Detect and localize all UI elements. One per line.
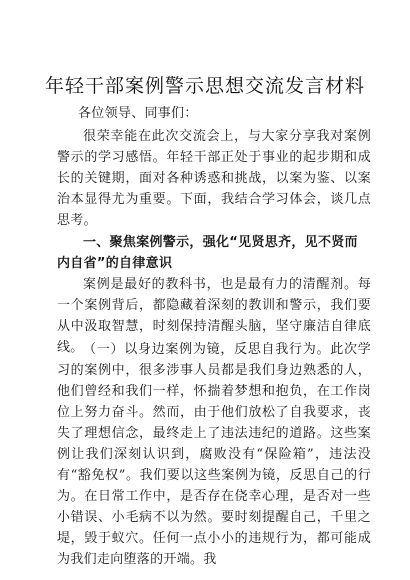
section-heading-1: 一、聚焦案例警示，强化“见贤思齐，见不贤而内自省”的自律意识	[57, 235, 358, 271]
document-title: 年轻干部案例警示思想交流发言材料	[44, 75, 365, 97]
section-1-paragraph: 案例是最好的教科书，也是最有力的清醒剂。每一个案例背后，都隐藏着深刻的教训和警示，我们要从中汲取智慧，时刻保持清醒头脑，坚守廉洁自律底线。	[57, 277, 371, 355]
section-1-subpoint-1: （一）以身边案例为镜，反思自我行为。此次学习的案例中，很多涉事人员都是我们身边熟悉的人，他们曾经和我们一样，怀揣着梦想和抱负，在工作岗位上努力奋斗。然而，由于他们放松了自我要求，丧失了理想信念，最终走上了违法违纪的道路。这些案例让我们深刻认识到，腐败没有“保险箱”，违法没有“豁免权”。我们要以这些案例为镜，反思自己的行为。在日常工作中，是否存在侥幸心理，是否对一些小错误、小毛病不以为然。要时刻提醒自己，千里之堤，毁于蚁穴。任何一点小小的违规行为，都可能成为我们走向堕落的开端。我	[57, 342, 371, 567]
intro-paragraph: 很荣幸能在此次交流会上，与大家分享我对案例警示的学习感悟。年轻干部正处于事业的起步期和成长的关键期，面对各种诱惑和挑战，以案为鉴、以案治本显得尤为重要。下面，我结合学习体会，谈几点思考。	[57, 129, 371, 228]
greeting: 各位领导、同事们：	[78, 106, 198, 121]
